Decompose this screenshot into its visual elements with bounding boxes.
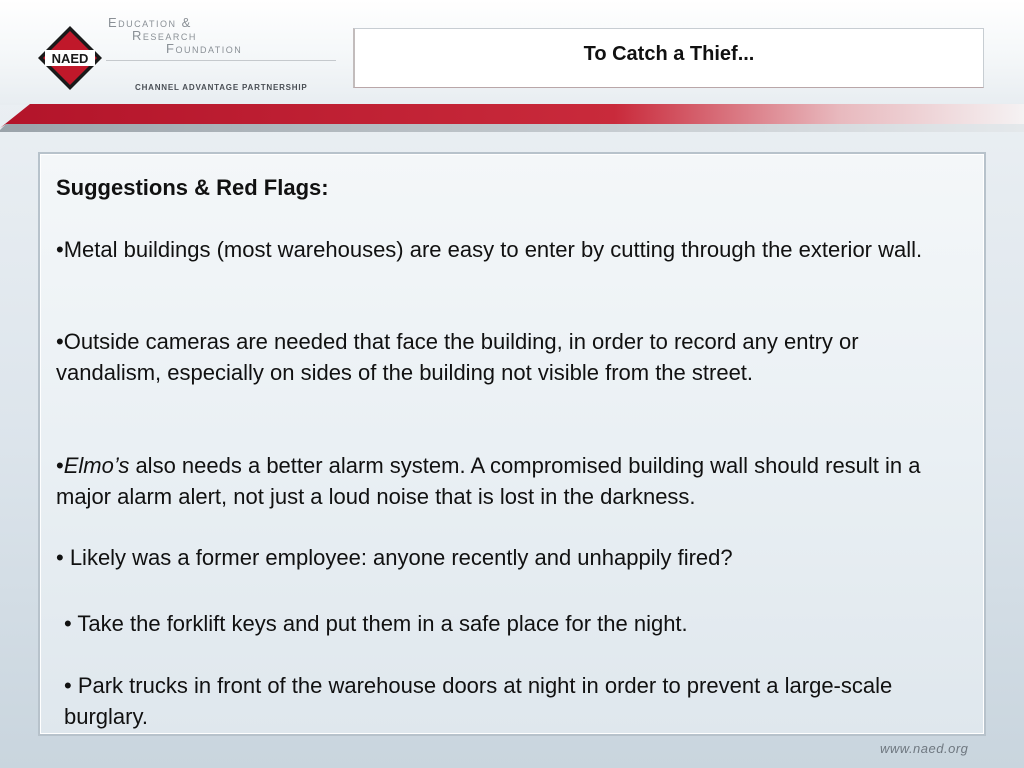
- bullet-marker: •: [56, 453, 64, 478]
- logo-text: NAED: [51, 51, 89, 66]
- bullet-former-employee: • Likely was a former employee: anyone recently and unhappily fired?: [56, 545, 733, 570]
- org-divider: [106, 60, 336, 61]
- naed-logo: [36, 24, 104, 92]
- bullet-forklift-keys: • Take the forklift keys and put them in a safe place for the night.: [64, 611, 688, 636]
- org-name: [106, 16, 306, 55]
- bullet-metal-buildings: •Metal buildings (most warehouses) are easy to enter by cutting through the exterior wall.: [56, 237, 923, 262]
- section-heading: Suggestions & Red Flags:: [56, 175, 329, 200]
- title-box: [353, 28, 984, 88]
- bullet-alarm-system: [56, 450, 976, 512]
- tagline: CHANNEL ADVANTAGE PARTNERSHIP: [135, 83, 308, 92]
- footer-url: www.naed.org: [880, 741, 969, 756]
- company-name: Elmo’s: [63, 453, 130, 478]
- org-name-line1: Education &: [108, 15, 192, 30]
- org-name-line2: Research: [132, 28, 197, 43]
- content-panel: [38, 152, 986, 736]
- bullet-outside-cameras: •Outside cameras are needed that face the building, in order to record any entry or vandalism, especially on sides of the building not visible from the street.: [56, 329, 859, 385]
- bullet-alarm-text: also needs a better alarm system. A compromised building wall should result in a major alarm alert, not just a loud noise that is lost in the darkness.: [56, 453, 921, 509]
- red-swoosh-band: [0, 102, 1024, 132]
- slide-title: To Catch a Thief...: [583, 43, 755, 65]
- bullet-park-trucks: • Park trucks in front of the warehouse doors at night in order to prevent a large-scale burglary.: [64, 673, 893, 729]
- header: [0, 0, 1024, 105]
- org-name-line3: Foundation: [166, 41, 243, 56]
